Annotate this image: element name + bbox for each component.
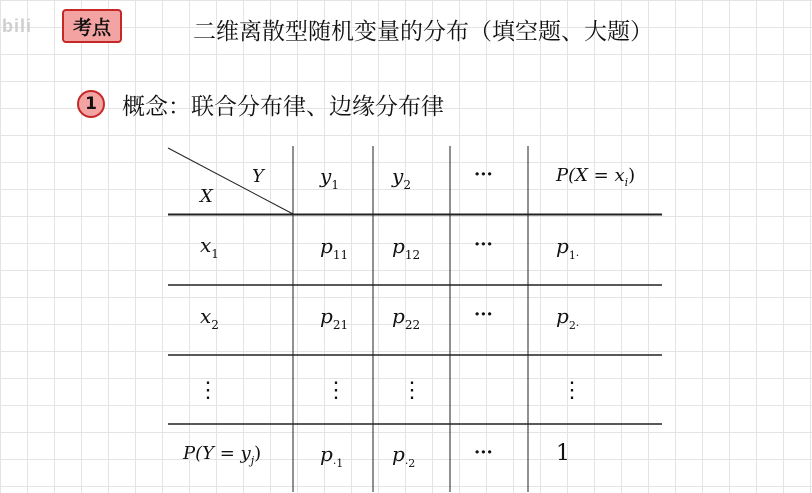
cell-p21: $p_{21}$ bbox=[320, 304, 349, 332]
cell-total: 1 bbox=[556, 441, 570, 466]
row3-vdots-c2: ⋮ bbox=[401, 378, 423, 403]
bottom-dots: ··· bbox=[474, 442, 493, 463]
corner-diagonal bbox=[168, 148, 293, 214]
cell-p11: $p_{11}$ bbox=[320, 234, 349, 262]
cell-p22: $p_{22}$ bbox=[392, 304, 421, 332]
header-dots: ··· bbox=[474, 164, 493, 185]
cell-pdot1: $p_{\cdot 1}$ bbox=[320, 442, 344, 470]
cell-pdot2: $p_{\cdot 2}$ bbox=[392, 442, 416, 470]
topic-badge: 考点 bbox=[62, 9, 122, 43]
header-y1: $y_1$ bbox=[320, 164, 339, 192]
row3-vdots-m: ⋮ bbox=[561, 378, 583, 403]
section-number: 1 bbox=[77, 90, 105, 118]
corner-x-label: X bbox=[200, 186, 213, 207]
cell-p12: $p_{12}$ bbox=[392, 234, 421, 262]
row2-dots: ··· bbox=[474, 304, 493, 325]
header-marginal-x: $P(X = x_i)$ bbox=[556, 165, 636, 189]
page-title: 二维离散型随机变量的分布（填空题、大题） bbox=[193, 19, 653, 45]
row3-vdots-x: ⋮ bbox=[197, 378, 219, 403]
bottom-marginal-y: $P(Y = y_j)$ bbox=[183, 443, 262, 467]
row1-x1: $x_1$ bbox=[200, 233, 219, 261]
section-label: 概念：联合分布律、边缘分布律 bbox=[122, 94, 444, 120]
cell-p1dot: $p_{1\cdot}$ bbox=[556, 234, 580, 262]
row1-dots: ··· bbox=[474, 234, 493, 255]
row3-vdots-c1: ⋮ bbox=[325, 378, 347, 403]
cell-p2dot: $p_{2\cdot}$ bbox=[556, 304, 580, 332]
watermark-logo: bili bbox=[2, 16, 32, 36]
header-y2: $y_2$ bbox=[392, 164, 411, 192]
row2-x2: $x_2$ bbox=[200, 304, 219, 332]
corner-y-label: Y bbox=[252, 166, 264, 187]
